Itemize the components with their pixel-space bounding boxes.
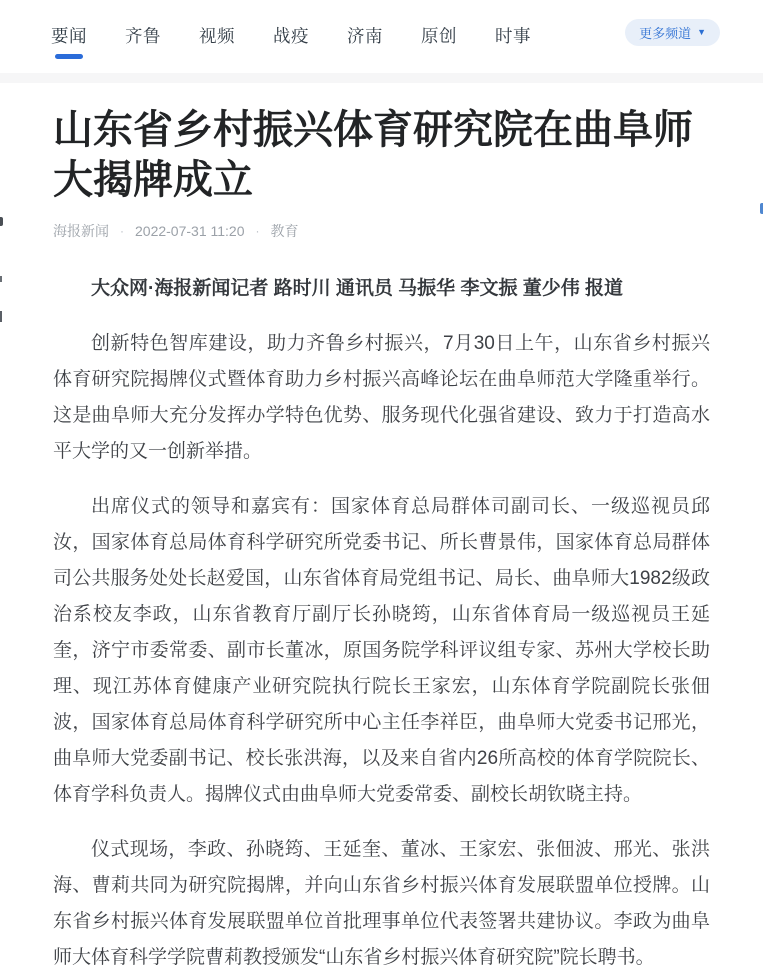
tab-zhanyi[interactable] [273,23,309,48]
article-body [53,271,710,976]
reporter-byline-paragraph: 大众网·海报新闻记者 路时川 通讯员 马振华 李文振 董少伟 报道 [91,278,624,299]
article-container [0,105,763,976]
tab-label: 时事 [495,26,531,46]
tab-label: 战疫 [273,26,309,46]
tab-yaowen[interactable] [51,23,87,48]
channel-tab-list [51,23,531,48]
meta-dot-separator: · [120,224,124,238]
more-channels-label: 更多频道 [639,26,692,41]
tab-jinan[interactable] [347,23,383,48]
tab-yuanchuang[interactable] [421,23,457,48]
publish-time: 2022-07-31 11:20 [135,223,245,239]
tab-label: 济南 [347,26,383,46]
tab-shishi[interactable] [495,23,531,48]
left-edge-clipped-fragment [0,276,2,282]
body-paragraph: 仪式现场，李政、孙晓筠、王延奎、董冰、王家宏、张佃波、邢光、张洪海、曹莉共同为研究院揭牌，并向山东省乡村振兴体育发展联盟单位授牌。山东省乡村振兴体育发展联盟单位首批理事单位代表签署共建协议。李政为曲阜师大体育科学学院曹莉教授颁发“山东省乡村振兴体育研究院”院长聘书。 [53,839,710,968]
article-title: 山东省乡村振兴体育研究院在曲阜师大揭牌成立 [53,108,693,202]
channel-nav [0,0,763,73]
body-paragraph: 创新特色智库建设，助力齐鲁乡村振兴，7月30日上午，山东省乡村振兴体育研究院揭牌仪式暨体育助力乡村振兴高峰论坛在曲阜师范大学隆重举行。这是曲阜师大充分发挥办学特色优势、服务现代化强省建设、致力于打造高水平大学的又一创新举措。 [53,333,710,462]
tab-label: 齐鲁 [125,26,161,46]
article-meta [53,221,710,241]
category-link[interactable]: 教育 [270,223,299,239]
active-tab-underline [55,54,83,59]
tab-shipin[interactable] [199,23,235,48]
tab-qilu[interactable] [125,23,161,48]
section-divider [0,73,763,83]
left-edge-clipped-fragment [0,311,2,322]
more-channels-button[interactable] [625,19,720,46]
left-edge-clipped-fragment [0,217,3,226]
tab-label: 视频 [199,26,235,46]
chevron-down-icon: ▼ [697,27,706,37]
meta-dot-separator: · [255,224,260,238]
body-paragraph: 出席仪式的领导和嘉宾有：国家体育总局群体司副司长、一级巡视员邱汝，国家体育总局体育科学研究所党委书记、所长曹景伟，国家体育总局群体司公共服务处处长赵爱国，山东省体育局党组书记、局长、曲阜师大1982级政治系校友李政，山东省教育厅副厅长孙晓筠，山东省体育局一级巡视员王延奎，济宁市委常委、副市长董冰，原国务院学科评议组专家、苏州大学校长助理、现江苏体育健康产业研究院执行院长王家宏，山东体育学院副院长张佃波，国家体育总局体育科学研究所中心主任李祥臣，曲阜师大党委书记邢光，曲阜师大党委副书记、校长张洪海，以及来自省内26所高校的体育学院院长、体育学科负责人。揭牌仪式由曲阜师大党委常委、副校长胡钦晓主持。 [53,496,710,805]
tab-label: 原创 [421,26,457,46]
tab-label: 要闻 [51,26,87,46]
source-link[interactable]: 海报新闻 [53,223,109,239]
